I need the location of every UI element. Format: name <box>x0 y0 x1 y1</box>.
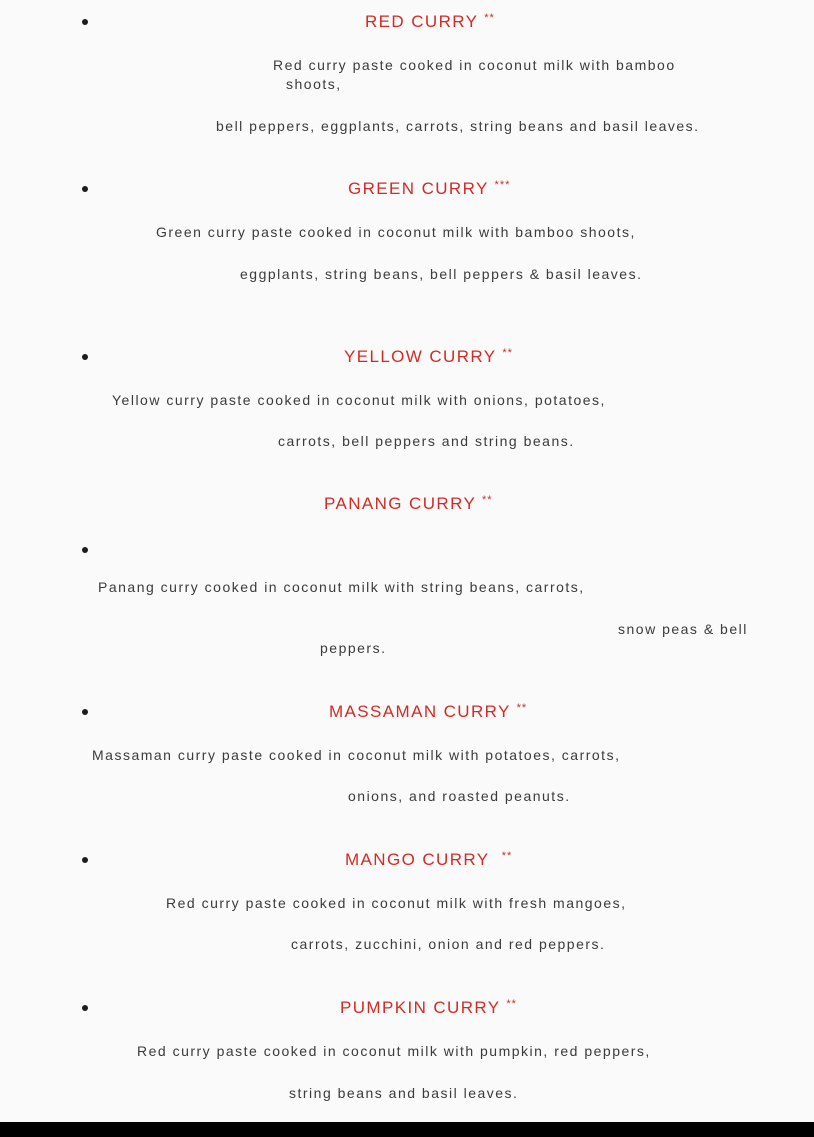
item-description: Green curry paste cooked in coconut milk with bamboo shoots, <box>156 224 636 240</box>
item-title <box>345 850 512 870</box>
item-description: carrots, zucchini, onion and red peppers. <box>291 936 606 952</box>
item-description: carrots, bell peppers and string beans. <box>278 433 575 449</box>
spice-stars: ** <box>516 702 528 714</box>
item-title <box>329 702 527 722</box>
item-description: bell peppers, eggplants, carrots, string beans and basil leaves. <box>216 118 700 134</box>
item-title <box>348 179 510 199</box>
item-description: Red curry paste cooked in coconut milk with fresh mangoes, <box>166 895 627 911</box>
list-bullet <box>82 19 88 25</box>
item-description: Yellow curry paste cooked in coconut milk with onions, potatoes, <box>112 392 606 408</box>
item-name: MANGO CURRY <box>345 850 490 869</box>
item-description: Red curry paste cooked in coconut milk with bamboo <box>273 57 676 73</box>
item-title <box>365 12 495 32</box>
item-name: YELLOW CURRY <box>344 347 497 366</box>
spice-stars: ** <box>502 347 513 359</box>
spice-stars: ** <box>484 12 495 24</box>
spice-stars: ** <box>506 998 517 1010</box>
item-description: eggplants, string beans, bell peppers & basil leaves. <box>240 266 643 282</box>
list-bullet <box>82 1005 88 1011</box>
item-name: PANANG CURRY <box>324 494 476 513</box>
item-description: Massaman curry paste cooked in coconut milk with potatoes, carrots, <box>92 747 621 763</box>
footer-bar <box>0 1122 814 1137</box>
item-description: peppers. <box>320 640 387 656</box>
item-description: onions, and roasted peanuts. <box>348 788 571 804</box>
item-name: RED CURRY <box>365 12 479 31</box>
item-name: PUMPKIN CURRY <box>340 998 501 1017</box>
item-title <box>344 347 513 367</box>
spice-stars: *** <box>494 179 511 191</box>
list-bullet <box>82 354 88 360</box>
item-name: GREEN CURRY <box>348 179 489 198</box>
item-title <box>324 494 493 514</box>
item-name: MASSAMAN CURRY <box>329 702 511 721</box>
list-bullet <box>82 857 88 863</box>
spice-stars: ** <box>501 850 513 862</box>
item-description: string beans and basil leaves. <box>289 1085 519 1101</box>
item-description: Panang curry cooked in coconut milk with string beans, carrots, <box>98 579 585 595</box>
item-description: Red curry paste cooked in coconut milk with pumpkin, red peppers, <box>137 1043 651 1059</box>
item-description: snow peas & bell <box>618 621 748 637</box>
item-description: shoots, <box>286 76 342 92</box>
item-title <box>340 998 517 1018</box>
list-bullet <box>82 709 88 715</box>
list-bullet <box>82 547 88 553</box>
list-bullet <box>82 186 88 192</box>
spice-stars: ** <box>482 494 493 506</box>
